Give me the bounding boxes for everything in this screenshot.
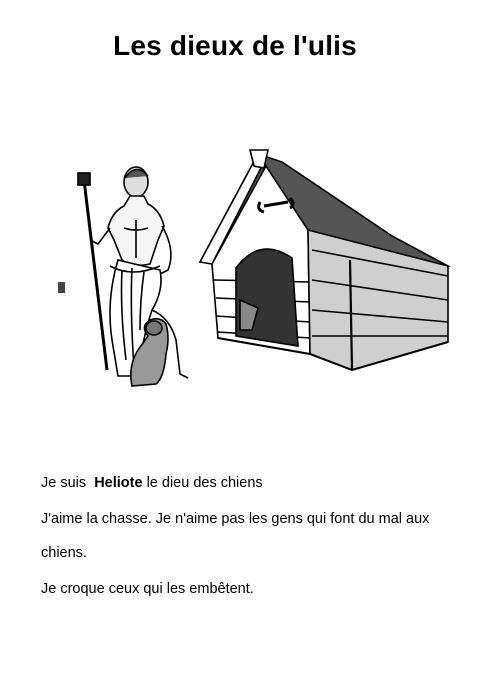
- god-figure-image: [78, 167, 188, 386]
- likes-line-continued: chiens.: [41, 545, 87, 561]
- god-name: Heliote: [94, 475, 143, 491]
- intro-line: [41, 475, 263, 491]
- dog-kennel-image: [200, 150, 448, 370]
- intro-prefix: Je suis: [41, 475, 87, 491]
- illustration: [52, 140, 472, 400]
- closing-line: Je croque ceux qui les embêtent.: [41, 581, 254, 597]
- page-title: Les dieux de l'ulis: [113, 30, 357, 61]
- likes-line: J'aime la chasse. Je n'aime pas les gens qui font du mal aux: [41, 511, 430, 527]
- intro-suffix: le dieu des chiens: [146, 475, 263, 491]
